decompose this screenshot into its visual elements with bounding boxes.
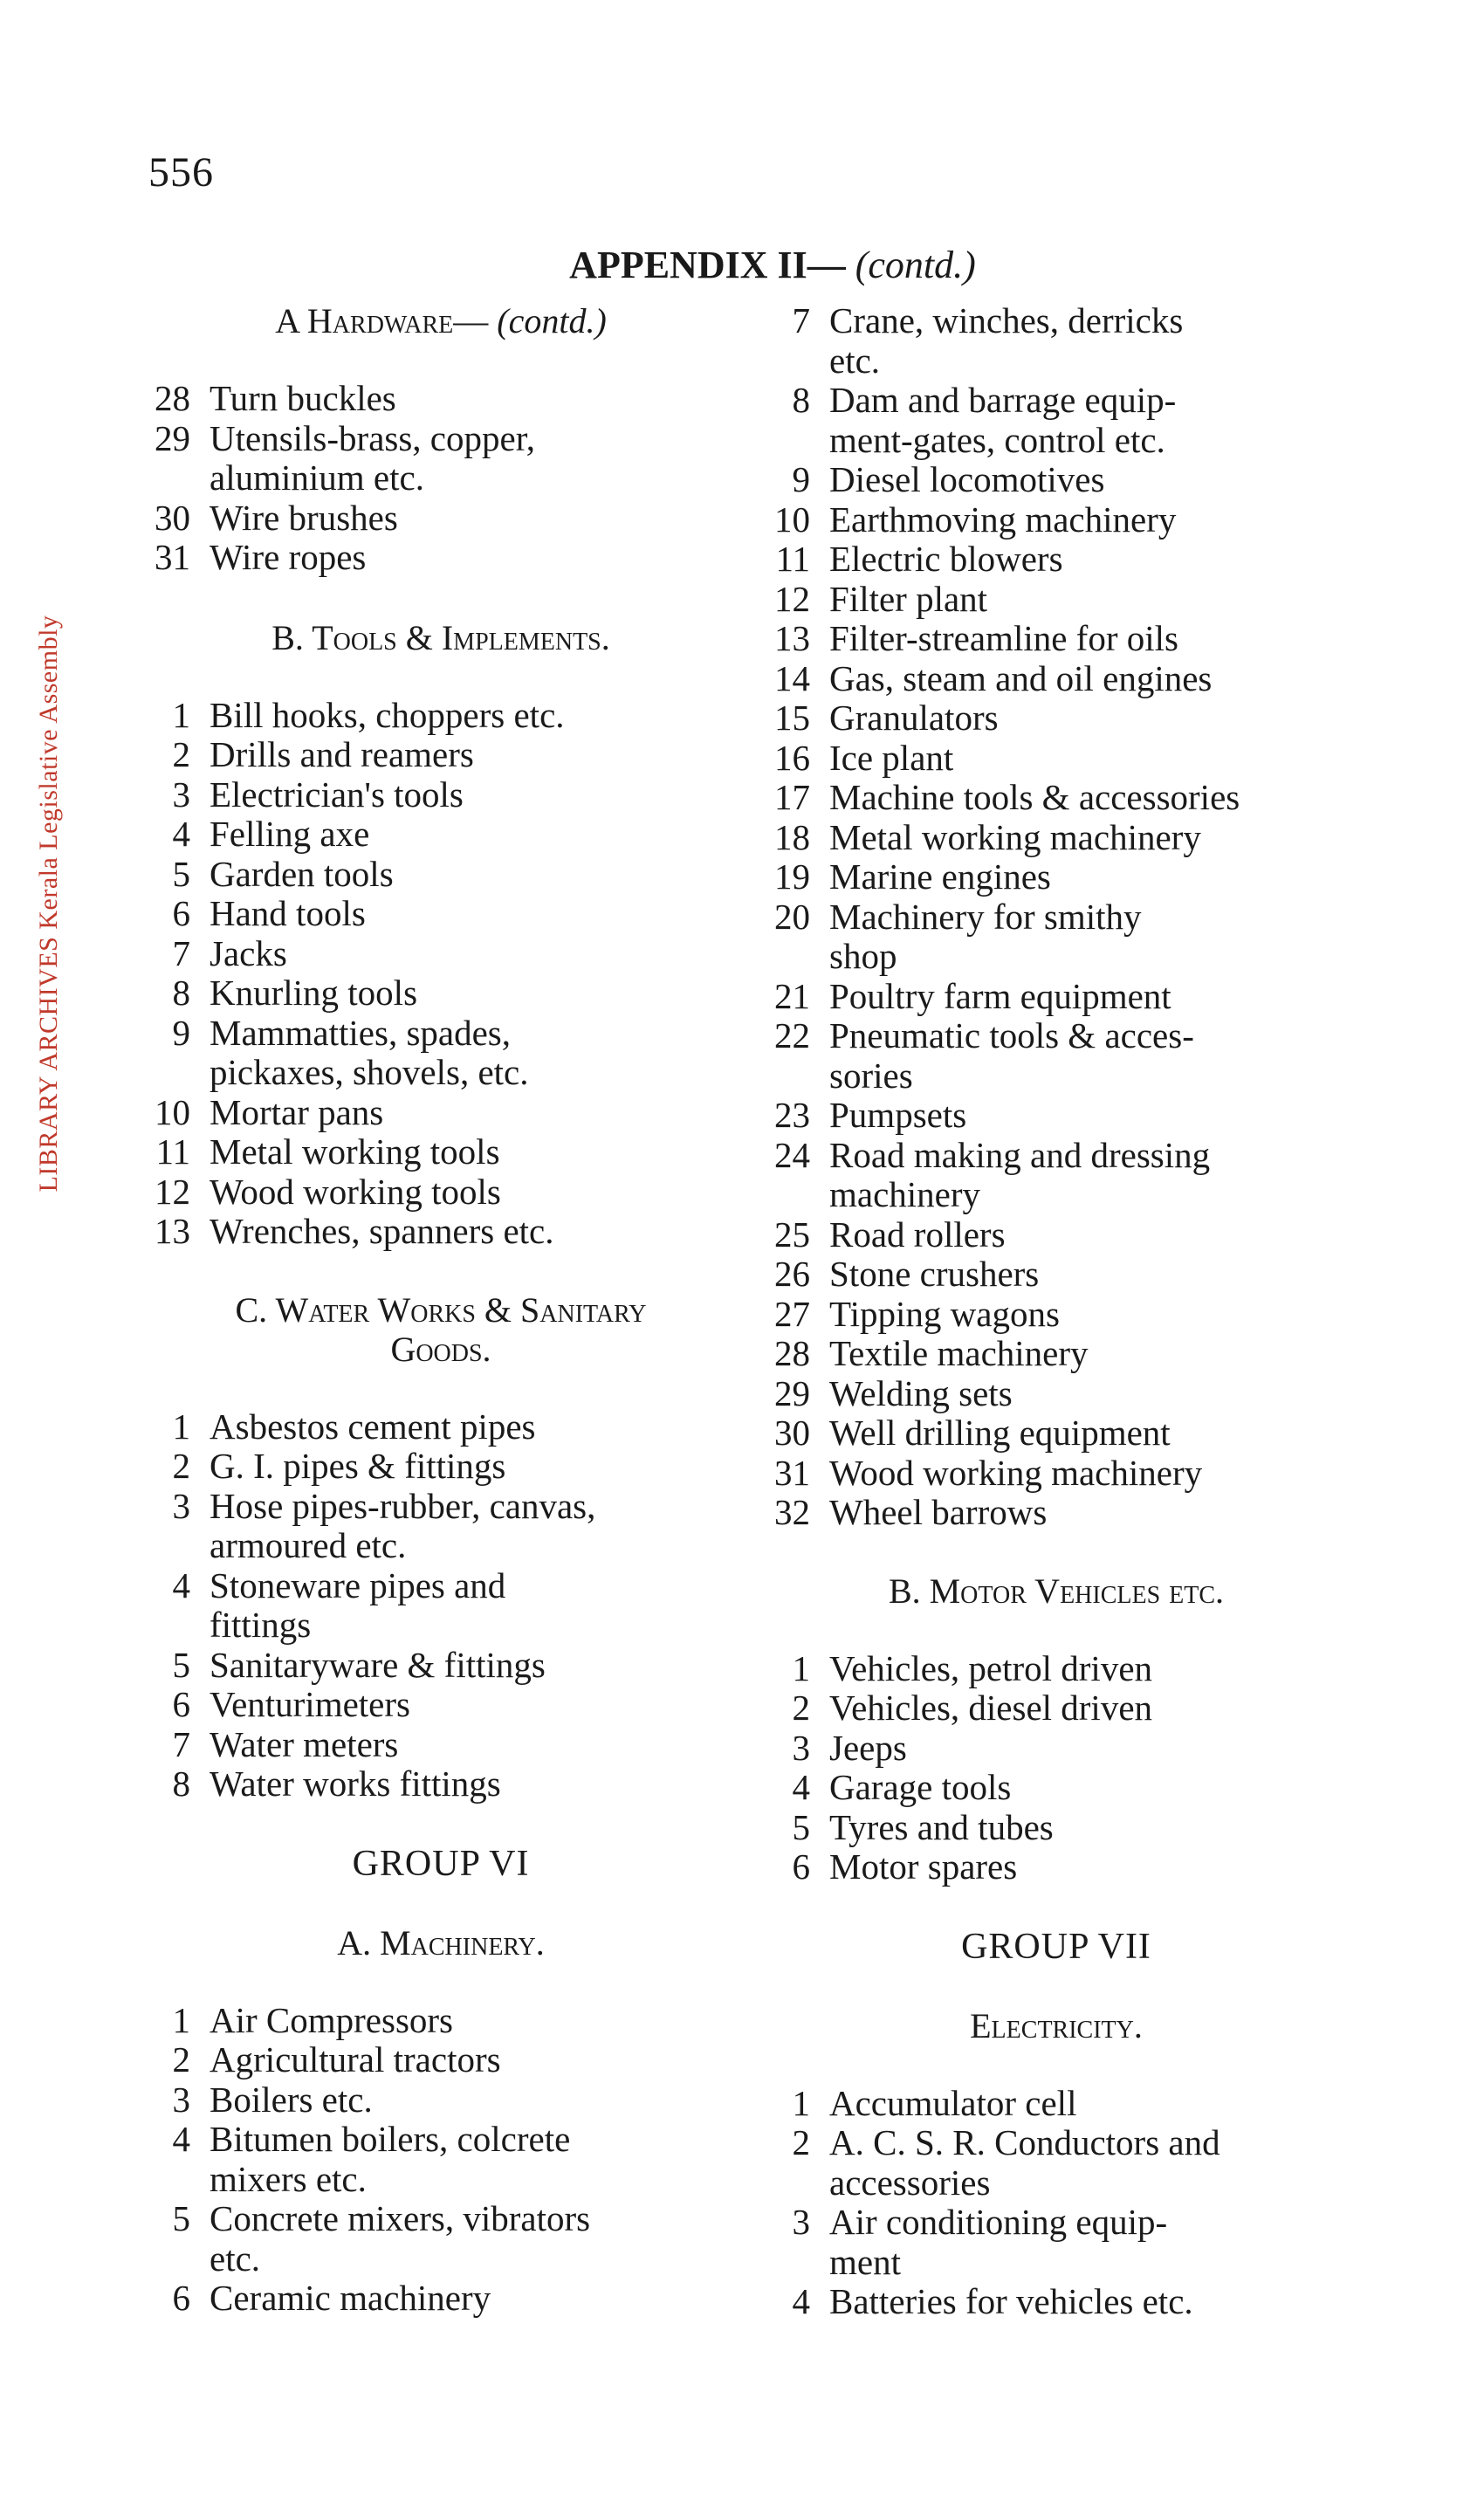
item-number: 3: [792, 2202, 810, 2242]
item-number: 2: [792, 1688, 810, 1728]
item-number: 26: [774, 1254, 810, 1294]
list-item: [140, 855, 742, 895]
item-number: 1: [792, 1647, 810, 1688]
item-text: Garden tools: [210, 853, 394, 894]
list-hardware: [140, 379, 742, 578]
section-title-hardware: [140, 301, 742, 340]
list-item: [140, 2120, 742, 2160]
item-number: 5: [172, 2198, 190, 2238]
item-number: 3: [172, 2079, 190, 2120]
list-item: [140, 815, 742, 855]
item-number: 32: [774, 1492, 810, 1532]
item-text: Wood working tools: [210, 1171, 501, 1212]
list-item: [140, 1014, 742, 1054]
item-number: 14: [774, 657, 810, 698]
page-heading: [0, 243, 1484, 287]
item-text: Mortar pans: [210, 1091, 384, 1132]
item-text: Air Compressors: [210, 1999, 454, 2040]
item-number: 25: [774, 1213, 810, 1255]
list-item: [759, 2084, 1353, 2124]
item-text: Wrenches, spanners etc.: [210, 1211, 554, 1251]
item-text: Wire brushes: [210, 497, 398, 538]
item-text: Hose pipes-rubber, canvas,: [210, 1485, 596, 1526]
item-number: 13: [155, 1211, 190, 1251]
item-text: Jeeps: [829, 1727, 907, 1768]
left-column: [140, 301, 742, 2319]
item-number: 17: [774, 777, 810, 817]
list-item: [140, 1725, 742, 1765]
item-text: Boilers etc.: [210, 2079, 373, 2120]
item-text: Vehicles, petrol driven: [829, 1647, 1153, 1688]
item-text: Granulators: [829, 698, 999, 738]
item-text: Accumulator cell: [829, 2082, 1077, 2123]
item-number: 11: [155, 1131, 190, 1172]
item-text: Electric blowers: [829, 539, 1063, 579]
item-number: 27: [774, 1293, 810, 1334]
spacer: [759, 1611, 1353, 1649]
list-item: [759, 1493, 1353, 1533]
list-item: [759, 580, 1353, 620]
item-number: 5: [172, 1644, 190, 1685]
list-item: [759, 857, 1353, 897]
item-text: Agricultural tractors: [210, 2039, 501, 2079]
list-item: [140, 2080, 742, 2121]
item-text: Machinery for smithy: [829, 896, 1142, 937]
item-text: Bill hooks, choppers etc.: [210, 694, 565, 735]
spacer: [140, 340, 742, 379]
list-item: [140, 1685, 742, 1725]
list-item: [140, 696, 742, 736]
item-number: 31: [774, 1452, 810, 1493]
item-number: 3: [172, 1485, 190, 1526]
list-item: [759, 1016, 1353, 1056]
item-number: 8: [792, 380, 810, 420]
spacer: [140, 1252, 742, 1290]
item-text: Machine tools & accessories: [829, 777, 1240, 817]
list-item: [140, 1132, 742, 1172]
list-item: [759, 1334, 1353, 1374]
item-number: 1: [172, 694, 190, 735]
list-item: [759, 2203, 1353, 2243]
list-item: [759, 540, 1353, 580]
item-continuation: sories: [829, 1055, 913, 1096]
item-text: Drills and reamers: [210, 734, 474, 774]
item-text: Turn buckles: [210, 378, 396, 418]
item-text: Textile machinery: [829, 1333, 1089, 1373]
item-number: 3: [792, 1727, 810, 1768]
item-text: Well drilling equipment: [829, 1413, 1171, 1453]
item-text: Asbestos cement pipes: [210, 1406, 536, 1447]
list-item: [759, 778, 1353, 818]
list-item: [759, 1215, 1353, 1255]
list-item: [140, 934, 742, 974]
spacer: [140, 657, 742, 696]
list-item: [140, 1566, 742, 1606]
list-machinery-contd: [759, 301, 1353, 1533]
item-number: 12: [774, 578, 810, 619]
list-item: [140, 538, 742, 578]
item-text: Filter plant: [829, 578, 988, 619]
item-number: 30: [774, 1413, 810, 1453]
item-number: 31: [155, 537, 190, 577]
item-text: Crane, winches, derricks: [829, 300, 1184, 340]
archive-watermark: LIBRARY ARCHIVES Kerala Legislative Assembly: [34, 615, 63, 1193]
item-continuation: mixers etc.: [210, 2158, 367, 2199]
item-number: 7: [792, 300, 810, 340]
list-item: [140, 735, 742, 775]
list-motor: [759, 1649, 1353, 1887]
item-text: Road making and dressing: [829, 1134, 1211, 1175]
spacer: [759, 2045, 1353, 2084]
item-text: Hand tools: [210, 893, 366, 933]
list-item: [759, 381, 1353, 421]
item-text: Sanitaryware & fittings: [210, 1644, 546, 1685]
item-continuation: accessories: [829, 2162, 991, 2203]
list-item: [140, 2199, 742, 2239]
item-number: 9: [172, 1012, 190, 1053]
item-text: Tyres and tubes: [829, 1806, 1054, 1847]
list-item: [140, 1487, 742, 1527]
item-text: Pneumatic tools & acces-: [829, 1015, 1194, 1055]
list-item: [140, 1172, 742, 1213]
item-continuation: ment: [829, 2241, 901, 2282]
item-continuation: fittings: [210, 1605, 312, 1645]
list-item: [759, 1255, 1353, 1295]
list-item: [140, 1407, 742, 1447]
spacer: [140, 1369, 742, 1407]
item-number: 2: [172, 2039, 190, 2079]
list-item: [140, 1764, 742, 1805]
item-text: Air conditioning equip-: [829, 2202, 1168, 2242]
item-number: 16: [774, 737, 810, 778]
item-continuation: machinery: [829, 1174, 981, 1214]
list-item: [140, 2040, 742, 2080]
item-text: Water works fittings: [210, 1763, 501, 1804]
spacer: [140, 1805, 742, 1843]
section-title-water-line1: C. Water Works & Sanitary: [235, 1289, 647, 1330]
spacer: [140, 1885, 742, 1923]
item-text: Earthmoving machinery: [829, 498, 1177, 540]
item-number: 13: [774, 618, 810, 658]
hardware-contd: (contd.): [497, 301, 607, 340]
item-number: 3: [172, 773, 190, 815]
spacer: [140, 578, 742, 618]
item-text: Welding sets: [829, 1372, 1013, 1413]
item-continuation: shop: [829, 936, 897, 976]
list-item: [759, 1808, 1353, 1848]
list-item: [759, 1374, 1353, 1414]
item-continuation: ment-gates, control etc.: [829, 419, 1165, 460]
item-number: 4: [172, 1564, 190, 1605]
item-number: 4: [172, 2119, 190, 2159]
item-text: Jacks: [210, 932, 287, 973]
item-number: 18: [774, 816, 810, 857]
list-item: [759, 1096, 1353, 1136]
section-title-tools: B. Tools & Implements.: [271, 617, 610, 657]
item-number: 4: [792, 2281, 810, 2321]
item-number: 22: [774, 1015, 810, 1055]
item-number: 28: [774, 1333, 810, 1373]
list-item: [140, 2279, 742, 2319]
list-item: [759, 1649, 1353, 1689]
list-item: [759, 1413, 1353, 1454]
hardware-title: A Hardware—: [275, 301, 489, 340]
item-text: G. I. pipes & fittings: [210, 1446, 506, 1486]
item-text: Ice plant: [829, 737, 954, 778]
item-number: 23: [774, 1095, 810, 1135]
item-number: 29: [774, 1372, 810, 1413]
item-text: Batteries for vehicles etc.: [829, 2281, 1193, 2321]
group-title-vii: GROUP VII: [961, 1926, 1151, 1967]
heading-main: APPENDIX II—: [569, 244, 846, 286]
list-item: [140, 2001, 742, 2041]
item-text: Road rollers: [829, 1213, 1006, 1255]
list-electricity: [759, 2084, 1353, 2322]
item-text: Stone crushers: [829, 1254, 1040, 1294]
item-number: 8: [172, 973, 190, 1013]
item-text: Wood working machinery: [829, 1452, 1203, 1493]
item-text: Dam and barrage equip-: [829, 380, 1177, 420]
item-number: 5: [792, 1806, 810, 1847]
list-item: [759, 1454, 1353, 1494]
list-tools: [140, 696, 742, 1252]
item-text: Concrete mixers, vibrators: [210, 2198, 591, 2238]
list-item: [140, 498, 742, 539]
item-text: Tipping wagons: [829, 1293, 1060, 1334]
item-text: Motor spares: [829, 1846, 1018, 1887]
item-number: 10: [774, 498, 810, 540]
right-column: [759, 301, 1353, 2322]
list-item: [140, 1646, 742, 1686]
list-item: [140, 1212, 742, 1252]
heading-contd: (contd.): [855, 244, 976, 286]
page-number: 556: [148, 149, 214, 196]
item-text: Venturimeters: [210, 1684, 410, 1724]
item-number: 6: [792, 1846, 810, 1887]
section-title-machinery: A. Machinery.: [337, 1922, 545, 1963]
item-number: 24: [774, 1134, 810, 1175]
item-number: 30: [155, 497, 190, 538]
item-number: 29: [155, 417, 190, 458]
item-number: 20: [774, 896, 810, 937]
list-item: [759, 897, 1353, 938]
item-text: Stoneware pipes and: [210, 1564, 506, 1605]
spacer: [759, 1968, 1353, 2006]
item-number: 2: [172, 734, 190, 774]
item-text: Wire ropes: [210, 537, 367, 577]
item-text: Utensils-brass, copper,: [210, 417, 535, 458]
item-continuation: pickaxes, shovels, etc.: [210, 1052, 529, 1092]
item-number: 1: [172, 1406, 190, 1447]
item-number: 1: [792, 2082, 810, 2123]
list-item: [759, 301, 1353, 341]
item-text: Pumpsets: [829, 1095, 967, 1135]
list-item: [759, 2282, 1353, 2322]
list-item: [759, 500, 1353, 540]
list-item: [759, 739, 1353, 779]
item-text: Knurling tools: [210, 973, 418, 1013]
list-water: [140, 1407, 742, 1805]
list-item: [140, 973, 742, 1014]
item-number: 28: [155, 378, 190, 418]
list-item: [140, 379, 742, 419]
item-number: 2: [792, 2122, 810, 2162]
item-text: A. C. S. R. Conductors and: [829, 2122, 1220, 2162]
list-item: [759, 1847, 1353, 1887]
item-continuation: armoured etc.: [210, 1525, 407, 1565]
spacer: [140, 1963, 742, 2001]
item-text: Metal working machinery: [829, 816, 1201, 857]
list-item: [759, 1729, 1353, 1769]
item-continuation: etc.: [210, 2238, 261, 2279]
list-item: [759, 698, 1353, 739]
item-text: Filter-streamline for oils: [829, 618, 1178, 658]
item-number: 4: [172, 814, 190, 854]
list-item: [140, 1447, 742, 1487]
item-number: 2: [172, 1446, 190, 1486]
list-item: [759, 619, 1353, 659]
item-text: Felling axe: [210, 814, 370, 854]
item-text: Poultry farm equipment: [829, 975, 1171, 1016]
item-number: 5: [172, 853, 190, 894]
item-number: 11: [775, 539, 810, 579]
item-number: 6: [172, 1684, 190, 1724]
list-item: [759, 1136, 1353, 1176]
item-number: 6: [172, 893, 190, 933]
list-item: [759, 1688, 1353, 1729]
item-number: 1: [172, 1999, 190, 2040]
item-number: 4: [792, 1767, 810, 1807]
item-text: Bitumen boilers, colcrete: [210, 2119, 571, 2159]
item-number: 10: [155, 1091, 190, 1132]
item-number: 6: [172, 2278, 190, 2318]
item-text: Wheel barrows: [829, 1492, 1048, 1532]
list-item: [759, 818, 1353, 858]
list-item: [759, 2123, 1353, 2163]
spacer: [759, 1887, 1353, 1926]
list-item: [759, 1768, 1353, 1808]
item-continuation: aluminium etc.: [210, 457, 424, 498]
list-item: [759, 659, 1353, 699]
list-item: [140, 775, 742, 815]
list-item: [759, 1295, 1353, 1335]
item-number: 19: [774, 856, 810, 897]
item-text: Ceramic machinery: [210, 2278, 491, 2318]
item-text: Electrician's tools: [210, 773, 464, 815]
item-number: 12: [155, 1171, 190, 1212]
item-text: Water meters: [210, 1723, 399, 1764]
item-text: Diesel locomotives: [829, 459, 1105, 499]
item-number: 21: [774, 975, 810, 1016]
section-title-electricity: Electricity.: [970, 2005, 1143, 2045]
item-number: 7: [172, 932, 190, 973]
item-number: 15: [774, 698, 810, 738]
item-number: 9: [792, 459, 810, 499]
item-number: 8: [172, 1763, 190, 1804]
list-item: [140, 894, 742, 934]
list-machinery: [140, 2001, 742, 2319]
section-title-water-line2: Goods.: [390, 1329, 491, 1369]
item-text: Gas, steam and oil engines: [829, 657, 1213, 698]
item-text: Mammatties, spades,: [210, 1012, 512, 1053]
list-item: [140, 1093, 742, 1133]
item-text: Vehicles, diesel driven: [829, 1688, 1153, 1728]
item-continuation: etc.: [829, 340, 881, 381]
list-item: [759, 977, 1353, 1017]
list-item: [759, 460, 1353, 500]
item-text: Marine engines: [829, 856, 1051, 897]
section-title-motor: B. Motor Vehicles etc.: [888, 1571, 1225, 1611]
group-title-vi: GROUP VI: [352, 1843, 530, 1884]
item-number: 7: [172, 1723, 190, 1764]
item-text: Metal working tools: [210, 1131, 500, 1172]
spacer: [759, 1533, 1353, 1571]
list-item: [140, 419, 742, 459]
item-text: Garage tools: [829, 1767, 1012, 1807]
